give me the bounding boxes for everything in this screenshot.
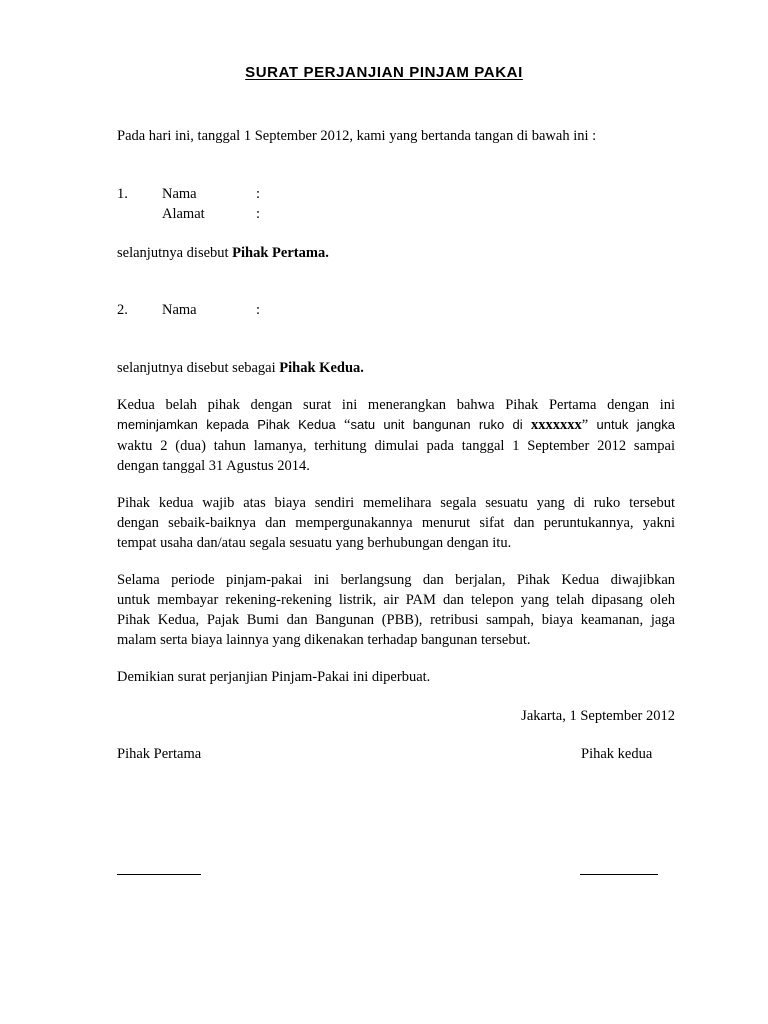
party1-address-label: Alamat bbox=[162, 206, 205, 222]
place-date: Jakarta, 1 September 2012 bbox=[521, 708, 675, 724]
document-title bbox=[0, 64, 768, 81]
paragraph-line: malam serta biaya lainnya yang dikenakan terhadap bangunan tersebut. bbox=[117, 632, 531, 648]
party1-address-colon: : bbox=[256, 206, 261, 222]
party2-designation bbox=[117, 359, 364, 377]
text-segment: “ bbox=[335, 417, 351, 433]
intro-text: Pada hari ini, tanggal 1 September 2012, kami yang bertanda tangan di bawah ini : bbox=[117, 128, 597, 144]
party1-name-colon: : bbox=[256, 186, 261, 202]
text-segment: ” bbox=[581, 417, 597, 433]
paragraph-line: tempat usaha dan/atau segala sesuatu yang berhubungan dengan itu. bbox=[117, 535, 512, 551]
document-title-text: SURAT PERJANJIAN PINJAM PAKAI bbox=[245, 64, 523, 81]
party1-name-label: Nama bbox=[162, 186, 197, 202]
paragraph-line: Pihak kedua wajib atas biaya sendiri memelihara segala sesuatu yang di ruko tersebut bbox=[117, 495, 675, 511]
property-placeholder: xxxxxxx bbox=[531, 417, 582, 433]
paragraph-line: waktu 2 (dua) tahun lamanya, terhitung dimulai pada tanggal 1 September 2012 sampai bbox=[117, 438, 675, 454]
party1-number: 1. bbox=[117, 186, 128, 202]
signature-right-label: Pihak kedua bbox=[581, 746, 653, 762]
paragraph-line: dengan sebaik-baiknya dan mempergunakannya menurut sifat dan peruntukannya, yakni bbox=[117, 515, 675, 531]
paragraph-line: dengan tanggal 31 Agustus 2014. bbox=[117, 458, 310, 474]
paragraph-line: Pihak Kedua, Pajak Bumi dan Bangunan (PBB), retribusi sampah, biaya keamanan, jaga bbox=[117, 612, 675, 628]
signature-left-label: Pihak Pertama bbox=[117, 746, 202, 762]
paragraph-line: untuk membayar rekening-rekening listrik, air PAM dan telepon yang telah dipasang oleh bbox=[117, 592, 675, 608]
party2-designation-prefix: selanjutnya disebut sebagai bbox=[117, 360, 280, 376]
paragraph-line: Kedua belah pihak dengan surat ini menerangkan bahwa Pihak Pertama dengan ini bbox=[117, 397, 675, 413]
party2-designation-term: Pihak Kedua. bbox=[279, 360, 364, 376]
closing-statement: Demikian surat perjanjian Pinjam-Pakai ini diperbuat. bbox=[117, 669, 431, 685]
text-segment: meminjamkan kepada Pihak Kedua bbox=[117, 417, 336, 432]
text-segment: satu unit bangunan ruko di bbox=[350, 417, 531, 432]
party1-designation-term: Pihak Pertama. bbox=[232, 245, 329, 261]
party1-designation-prefix: selanjutnya disebut bbox=[117, 245, 233, 261]
signature-line-left bbox=[117, 874, 201, 875]
party2-name-label: Nama bbox=[162, 302, 197, 318]
paragraph-line: Selama periode pinjam-pakai ini berlangsung dan berjalan, Pihak Kedua diwajibkan bbox=[117, 572, 675, 588]
party1-designation bbox=[117, 244, 329, 262]
text-segment: untuk jangka bbox=[596, 417, 675, 432]
paragraph-line-mixed bbox=[117, 416, 675, 434]
party2-name-colon: : bbox=[256, 302, 261, 318]
party2-number: 2. bbox=[117, 302, 128, 318]
signature-line-right bbox=[580, 874, 658, 875]
